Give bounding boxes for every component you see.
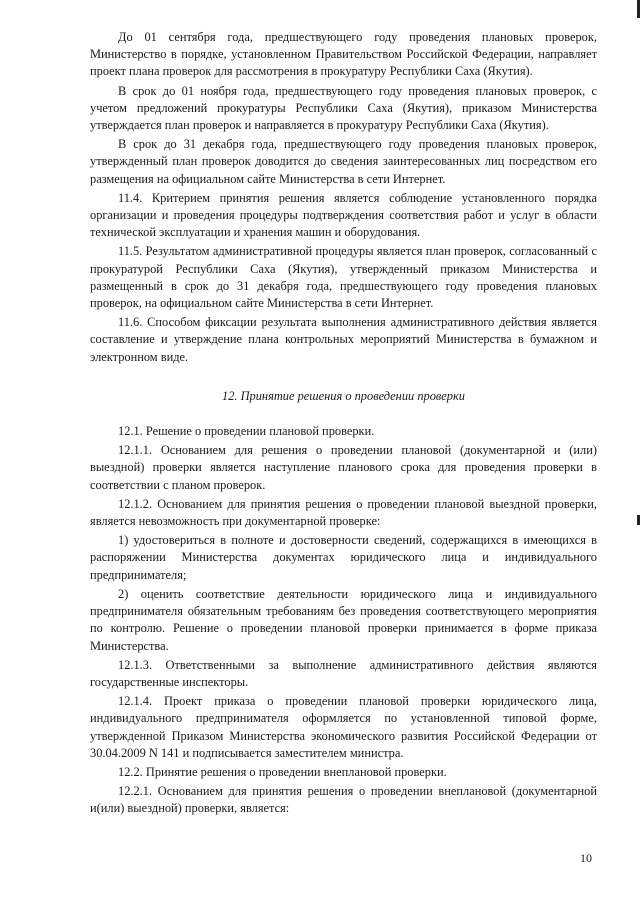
paragraph-11-5: 11.5. Результатом административной процедуры является план проверок, согласованный с прокуратурой Республики Саха (Якутия), утвержденный приказом Министерства и размещенный в срок до 31 декабря года, предшествующего году проведения плановых проверок, на официальном сайте Министерства в сети Интернет.: [90, 244, 597, 311]
section-title: 12. Принятие решения о проведении проверки: [222, 388, 465, 403]
paragraph-12-2-1: 12.2.1. Основанием для принятия решения о проведении внеплановой (документарной и(или) выездной) проверки, является:: [90, 784, 597, 816]
list-item-2: 2) оценить соответствие деятельности юридического лица и индивидуального предпринимателя обязательным требованиям без проведения соответствующего мероприятия по контролю. Решение о проведении плановой проверки принимается в форме приказа Министерства.: [90, 586, 597, 653]
page-number: 10: [580, 851, 592, 865]
paragraph-11-6: 11.6. Способом фиксации результата выполнения административного действия является составление и утверждение плана контрольных мероприятий Министерства в бумажном и электронном виде.: [90, 315, 597, 364]
paragraph: До 01 сентября года, предшествующего году проведения плановых проверок, Министерство в порядке, установленном Правительством Российской Федерации, направляет проект плана проверок для рассмотрения в прокуратуру Республики Саха (Якутия).: [90, 30, 597, 79]
paragraph-11-4: 11.4. Критерием принятия решения является соблюдение установленного порядка организации и проведения процедуры подтверждения соответствия работ и услуг в области технической эксплуатации и хранения машин и оборудования.: [90, 190, 597, 240]
list-item-1: 1) удостовериться в полноте и достоверности сведений, содержащихся в имеющихся в распоряжении Министерства документах юридического лица и индивидуального предпринимателя;: [90, 533, 597, 582]
paragraph-12-2: 12.2. Принятие решения о проведении внеплановой проверки.: [118, 764, 447, 779]
document-body: [90, 29, 597, 820]
paragraph-12-1-2: 12.1.2. Основанием для принятия решения о проведении плановой выездной проверки, является невозможность при документарной проверке:: [90, 496, 597, 529]
paragraph-12-1-1: 12.1.1. Основанием для решения о проведении плановой (документарной и (или) выездной) проверки является наступление планового срока для проведения проверки в соответствии с планом проверок.: [90, 443, 597, 492]
paragraph-12-1-3: 12.1.3. Ответственными за выполнение административного действия являются государственные инспекторы.: [90, 657, 597, 689]
paragraph: В срок до 31 декабря года, предшествующего году проведения плановых проверок, утвержденный план проверок доводится до сведения заинтересованных лиц посредством его размещения на официальном сайте Министерства в сети Интернет.: [90, 137, 597, 186]
paragraph: В срок до 01 ноября года, предшествующего году проведения плановых проверок, с учетом предложений прокуратуры Республики Саха (Якутия), приказом Министерства утверждается план проверок и направляется в прокуратуру Республики Саха (Якутия).: [90, 83, 597, 133]
paragraph-12-1-4: 12.1.4. Проект приказа о проведении плановой проверки юридического лица, индивидуального предпринимателя оформляется по установленной типовой форме, утвержденной Приказом Министерства экономического развития Российской Федерации от 30.04.2009 N 141 и подписывается заместителем министра.: [90, 694, 597, 760]
paragraph-12-1: 12.1. Решение о проведении плановой проверки.: [118, 424, 375, 439]
